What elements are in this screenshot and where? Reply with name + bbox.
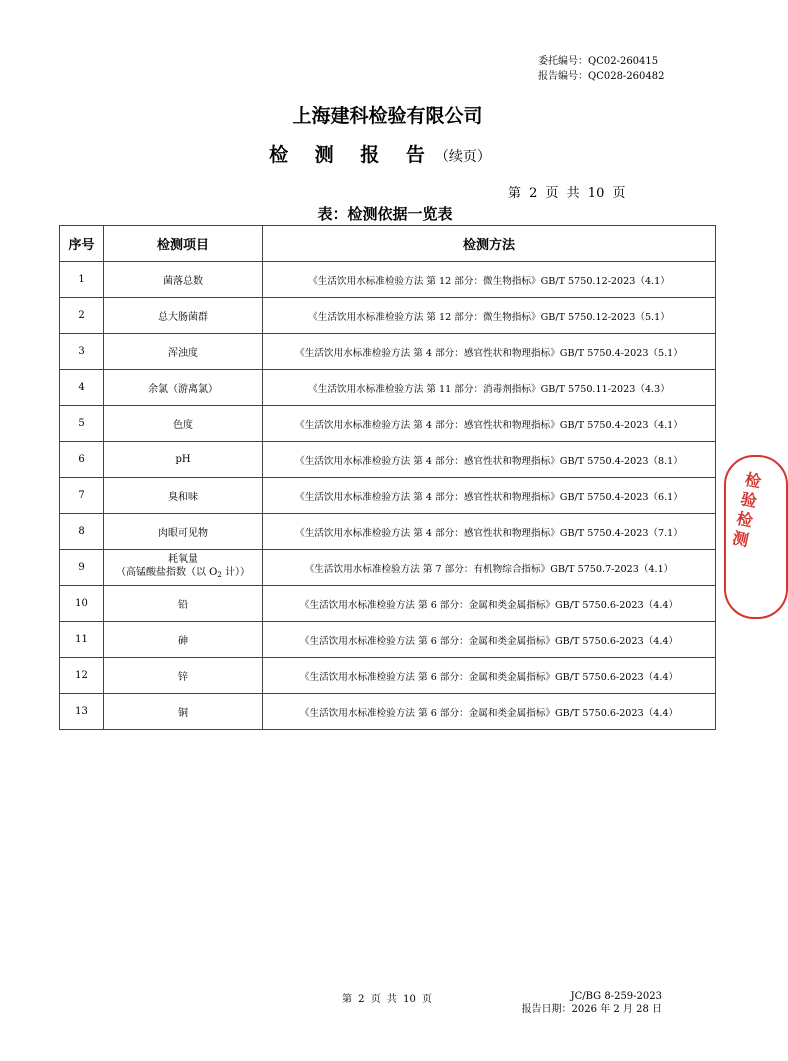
row-no: 10 xyxy=(60,586,104,622)
row-item: 铜 xyxy=(104,694,263,730)
header-item: 检测项目 xyxy=(104,226,263,262)
footer-page-number: 第 2 页 共 10 页 xyxy=(342,994,432,1005)
report-number: 报告编号：QC028-260482 xyxy=(538,71,665,82)
table-row xyxy=(60,370,716,406)
footer-info xyxy=(515,990,662,1016)
row-item: 肉眼可见物 xyxy=(104,514,263,550)
header-method: 检测方法 xyxy=(263,226,716,262)
row-method: 《生活饮用水标准检验方法 第 6 部分：金属和类金属指标》GB/T 5750.6-2023（4.4） xyxy=(263,658,716,694)
row-item: 总大肠菌群 xyxy=(104,298,263,334)
table-row xyxy=(60,442,716,478)
row-method: 《生活饮用水标准检验方法 第 6 部分：金属和类金属指标》GB/T 5750.6-2023（4.4） xyxy=(263,622,716,658)
official-seal xyxy=(724,455,788,619)
table-row xyxy=(60,658,716,694)
row-method: 《生活饮用水标准检验方法 第 4 部分：感官性状和物理指标》GB/T 5750.4-2023（8.1） xyxy=(263,442,716,478)
report-title: 检 测 报 告 xyxy=(269,144,435,166)
page-info: 第 2 页 共 10 页 xyxy=(508,186,626,201)
table-row xyxy=(60,334,716,370)
table-row xyxy=(60,406,716,442)
row-item: 铅 xyxy=(104,586,263,622)
row-method: 《生活饮用水标准检验方法 第 7 部分：有机物综合指标》GB/T 5750.7-2023（4.1） xyxy=(263,550,716,586)
row-no: 11 xyxy=(60,622,104,658)
table-row xyxy=(60,478,716,514)
row-no: 12 xyxy=(60,658,104,694)
table-row xyxy=(60,298,716,334)
row-method: 《生活饮用水标准检验方法 第 12 部分：微生物指标》GB/T 5750.12-2023（4.1） xyxy=(263,262,716,298)
row-item-line2: （高锰酸盐指数（以 $O_2$ 计）） xyxy=(115,567,251,579)
row-method: 《生活饮用水标准检验方法 第 4 部分：感官性状和物理指标》GB/T 5750.4-2023（5.1） xyxy=(263,334,716,370)
test-basis-table xyxy=(59,225,716,730)
row-item: pH xyxy=(104,442,263,478)
row-no: 4 xyxy=(60,370,104,406)
document-code: JC/BG 8-259-2023 xyxy=(570,991,662,1002)
row-no: 5 xyxy=(60,406,104,442)
table-row xyxy=(60,586,716,622)
row-no: 2 xyxy=(60,298,104,334)
row-method: 《生活饮用水标准检验方法 第 4 部分：感官性状和物理指标》GB/T 5750.4-2023（4.1） xyxy=(263,406,716,442)
report-subtitle: （续页） xyxy=(434,149,491,165)
company-name: 上海建科检验有限公司 xyxy=(292,105,483,127)
row-no: 9 xyxy=(60,550,104,586)
table-row xyxy=(60,262,716,298)
header-no: 序号 xyxy=(60,226,104,262)
row-method: 《生活饮用水标准检验方法 第 12 部分：微生物指标》GB/T 5750.12-2023（5.1） xyxy=(263,298,716,334)
row-item: 余氯（游离氯） xyxy=(104,370,263,406)
row-no: 7 xyxy=(60,478,104,514)
row-no: 3 xyxy=(60,334,104,370)
row-item: 砷 xyxy=(104,622,263,658)
row-method: 《生活饮用水标准检验方法 第 6 部分：金属和类金属指标》GB/T 5750.6-2023（4.4） xyxy=(263,586,716,622)
row-item: 色度 xyxy=(104,406,263,442)
commission-number: 委托编号：QC02-260415 xyxy=(538,56,659,67)
row-method: 《生活饮用水标准检验方法 第 4 部分：感官性状和物理指标》GB/T 5750.4-2023（6.1） xyxy=(263,478,716,514)
row-item: 锌 xyxy=(104,658,263,694)
row-no: 8 xyxy=(60,514,104,550)
row-item: 菌落总数 xyxy=(104,262,263,298)
row-no: 1 xyxy=(60,262,104,298)
report-date: 报告日期：2026 年 2 月 28 日 xyxy=(521,1004,662,1015)
table-header-row xyxy=(60,226,716,262)
row-method: 《生活饮用水标准检验方法 第 4 部分：感官性状和物理指标》GB/T 5750.4-2023（7.1） xyxy=(263,514,716,550)
row-item: 浑浊度 xyxy=(104,334,263,370)
row-no: 13 xyxy=(60,694,104,730)
table-row xyxy=(60,514,716,550)
row-item xyxy=(104,550,263,586)
report-header-codes xyxy=(538,54,665,84)
table-title: 表：检测依据一览表 xyxy=(317,205,453,223)
row-item: 臭和味 xyxy=(104,478,263,514)
row-method: 《生活饮用水标准检验方法 第 6 部分：金属和类金属指标》GB/T 5750.6-2023（4.4） xyxy=(263,694,716,730)
table-row xyxy=(60,694,716,730)
report-title-block xyxy=(0,140,760,167)
table-row xyxy=(60,550,716,586)
row-no: 6 xyxy=(60,442,104,478)
row-item-line1: 耗氧量 xyxy=(168,554,198,565)
table-row xyxy=(60,622,716,658)
row-method: 《生活饮用水标准检验方法 第 11 部分：消毒剂指标》GB/T 5750.11-2023（4.3） xyxy=(263,370,716,406)
seal-text: 检验检测 xyxy=(727,469,764,553)
